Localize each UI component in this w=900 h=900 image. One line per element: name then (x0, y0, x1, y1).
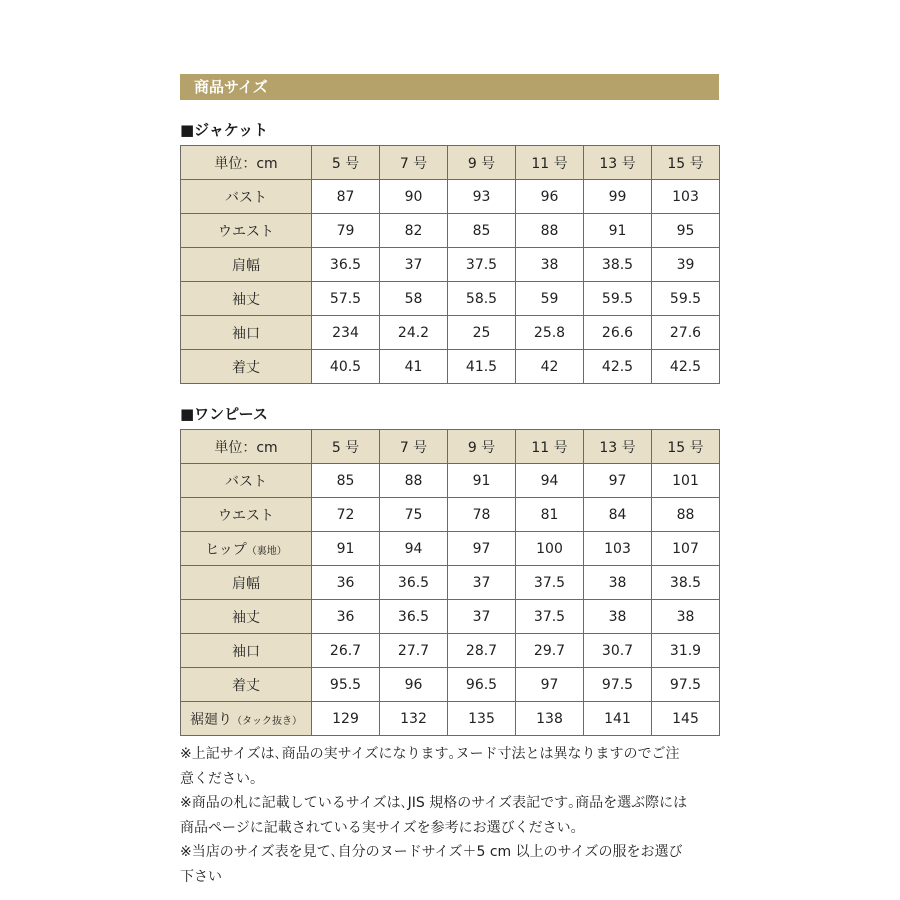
row-label (181, 498, 312, 532)
table-cell: 97 (516, 668, 584, 702)
table-cell: 37 (448, 600, 516, 634)
table-cell: 101 (652, 464, 720, 498)
table-cell: 87 (312, 180, 380, 214)
row-label-text: 袖丈 (232, 609, 260, 626)
table-cell: 81 (516, 498, 584, 532)
table-cell: 30.7 (584, 634, 652, 668)
table-cell: 37 (448, 566, 516, 600)
table-cell: 145 (652, 702, 720, 736)
table-row (181, 248, 720, 282)
table-row (181, 214, 720, 248)
row-label: 着丈 (181, 350, 312, 384)
table-cell: 85 (448, 214, 516, 248)
table-cell: 28.7 (448, 634, 516, 668)
note-line: 意ください。 (180, 770, 264, 787)
table-row (181, 600, 720, 634)
table-cell: 41 (380, 350, 448, 384)
table-cell: 129 (312, 702, 380, 736)
table-cell: 25.8 (516, 316, 584, 350)
size-header: 11 号 (516, 146, 584, 180)
table-cell: 90 (380, 180, 448, 214)
table-cell: 42 (516, 350, 584, 384)
table-cell: 26.6 (584, 316, 652, 350)
table-cell: 97.5 (652, 668, 720, 702)
table-row (181, 702, 720, 736)
table-cell: 58 (380, 282, 448, 316)
row-label-text: 裾廻り (190, 711, 232, 728)
table-cell: 72 (312, 498, 380, 532)
table-header-row (181, 430, 720, 464)
table-cell: 91 (312, 532, 380, 566)
row-label (181, 600, 312, 634)
row-label: ウエスト (181, 214, 312, 248)
table-cell: 97 (584, 464, 652, 498)
table-cell: 27.7 (380, 634, 448, 668)
row-label-text: ウエスト (218, 507, 274, 524)
table-cell: 38 (584, 566, 652, 600)
table-row (181, 532, 720, 566)
note-line: ※商品の札に記載しているサイズは､JIS 規格のサイズ表記です｡商品を選ぶ際には (180, 795, 688, 811)
table-row (181, 282, 720, 316)
table-cell: 59 (516, 282, 584, 316)
row-label (181, 566, 312, 600)
size-header: 7 号 (380, 146, 448, 180)
table-cell: 36.5 (312, 248, 380, 282)
row-label-note: （タック抜き） (232, 715, 302, 727)
table-cell: 36 (312, 566, 380, 600)
table-cell: 88 (380, 464, 448, 498)
unit-label: 単位：cm (181, 430, 312, 464)
table-cell: 37.5 (448, 248, 516, 282)
table-cell: 91 (584, 214, 652, 248)
note-line: ※上記サイズは､商品の実サイズになります｡ヌード寸法とは異なりますのでご注 (180, 746, 680, 762)
table-cell: 58.5 (448, 282, 516, 316)
notes-block (180, 742, 720, 889)
table-row (181, 180, 720, 214)
table-cell: 100 (516, 532, 584, 566)
dress-size-table (180, 429, 720, 736)
size-header: 15 号 (652, 430, 720, 464)
table-cell: 107 (652, 532, 720, 566)
table-cell: 99 (584, 180, 652, 214)
table-cell: 36.5 (380, 566, 448, 600)
table-row (181, 498, 720, 532)
size-header: 9 号 (448, 146, 516, 180)
table-row (181, 668, 720, 702)
row-label-text: バスト (225, 473, 267, 490)
table-header-row (181, 146, 720, 180)
table-cell: 38 (584, 600, 652, 634)
table-cell: 37.5 (516, 600, 584, 634)
table-cell: 31.9 (652, 634, 720, 668)
size-header: 5 号 (312, 146, 380, 180)
size-header: 13 号 (584, 146, 652, 180)
table-cell: 234 (312, 316, 380, 350)
note-line: 下さい (180, 868, 222, 885)
table-cell: 78 (448, 498, 516, 532)
table-cell: 26.7 (312, 634, 380, 668)
row-label-text: ヒップ (205, 541, 247, 558)
jacket-section-title: ■ジャケット (180, 121, 269, 139)
table-cell: 42.5 (652, 350, 720, 384)
table-cell: 97 (448, 532, 516, 566)
table-cell: 96 (516, 180, 584, 214)
table-cell: 59.5 (584, 282, 652, 316)
table-cell: 29.7 (516, 634, 584, 668)
row-label (181, 702, 312, 736)
table-cell: 82 (380, 214, 448, 248)
table-cell: 38.5 (652, 566, 720, 600)
row-label (181, 532, 312, 566)
table-cell: 79 (312, 214, 380, 248)
table-row (181, 464, 720, 498)
table-cell: 85 (312, 464, 380, 498)
table-cell: 57.5 (312, 282, 380, 316)
note-line: 商品ページに記載されている実サイズを参考にお選びください。 (180, 819, 585, 836)
table-cell: 84 (584, 498, 652, 532)
table-cell: 36 (312, 600, 380, 634)
row-label (181, 464, 312, 498)
table-cell: 95.5 (312, 668, 380, 702)
row-label (181, 668, 312, 702)
row-label (181, 634, 312, 668)
table-cell: 96.5 (448, 668, 516, 702)
table-cell: 91 (448, 464, 516, 498)
row-label-text: 肩幅 (232, 575, 260, 592)
section-banner: 商品サイズ (180, 74, 719, 100)
table-cell: 27.6 (652, 316, 720, 350)
table-cell: 97.5 (584, 668, 652, 702)
dress-section-title: ■ワンピース (180, 405, 268, 423)
table-cell: 38 (652, 600, 720, 634)
note-line: ※当店のサイズ表を見て､自分のヌードサイズ＋5 cm 以上のサイズの服をお選び (180, 844, 683, 860)
row-label: 袖丈 (181, 282, 312, 316)
table-cell: 88 (652, 498, 720, 532)
table-row (181, 350, 720, 384)
table-cell: 93 (448, 180, 516, 214)
table-cell: 24.2 (380, 316, 448, 350)
table-cell: 38.5 (584, 248, 652, 282)
size-header: 5 号 (312, 430, 380, 464)
size-header: 7 号 (380, 430, 448, 464)
jacket-size-table (180, 145, 720, 384)
table-row (181, 316, 720, 350)
size-header: 11 号 (516, 430, 584, 464)
unit-label: 単位：cm (181, 146, 312, 180)
table-cell: 42.5 (584, 350, 652, 384)
table-cell: 38 (516, 248, 584, 282)
table-cell: 25 (448, 316, 516, 350)
table-row (181, 566, 720, 600)
table-cell: 40.5 (312, 350, 380, 384)
table-cell: 39 (652, 248, 720, 282)
row-label: 袖口 (181, 316, 312, 350)
size-header: 13 号 (584, 430, 652, 464)
table-cell: 103 (584, 532, 652, 566)
size-header: 9 号 (448, 430, 516, 464)
row-label: バスト (181, 180, 312, 214)
size-header: 15 号 (652, 146, 720, 180)
table-cell: 88 (516, 214, 584, 248)
row-label-text: 袖口 (232, 643, 260, 660)
table-cell: 94 (380, 532, 448, 566)
table-cell: 75 (380, 498, 448, 532)
table-cell: 59.5 (652, 282, 720, 316)
table-cell: 41.5 (448, 350, 516, 384)
table-cell: 95 (652, 214, 720, 248)
table-cell: 37 (380, 248, 448, 282)
table-cell: 135 (448, 702, 516, 736)
table-cell: 132 (380, 702, 448, 736)
row-label: 肩幅 (181, 248, 312, 282)
row-label-text: 着丈 (232, 677, 260, 694)
table-cell: 37.5 (516, 566, 584, 600)
table-cell: 94 (516, 464, 584, 498)
row-label-note: （裏地） (246, 545, 287, 557)
table-cell: 36.5 (380, 600, 448, 634)
table-cell: 96 (380, 668, 448, 702)
table-row (181, 634, 720, 668)
table-cell: 138 (516, 702, 584, 736)
table-cell: 141 (584, 702, 652, 736)
table-cell: 103 (652, 180, 720, 214)
